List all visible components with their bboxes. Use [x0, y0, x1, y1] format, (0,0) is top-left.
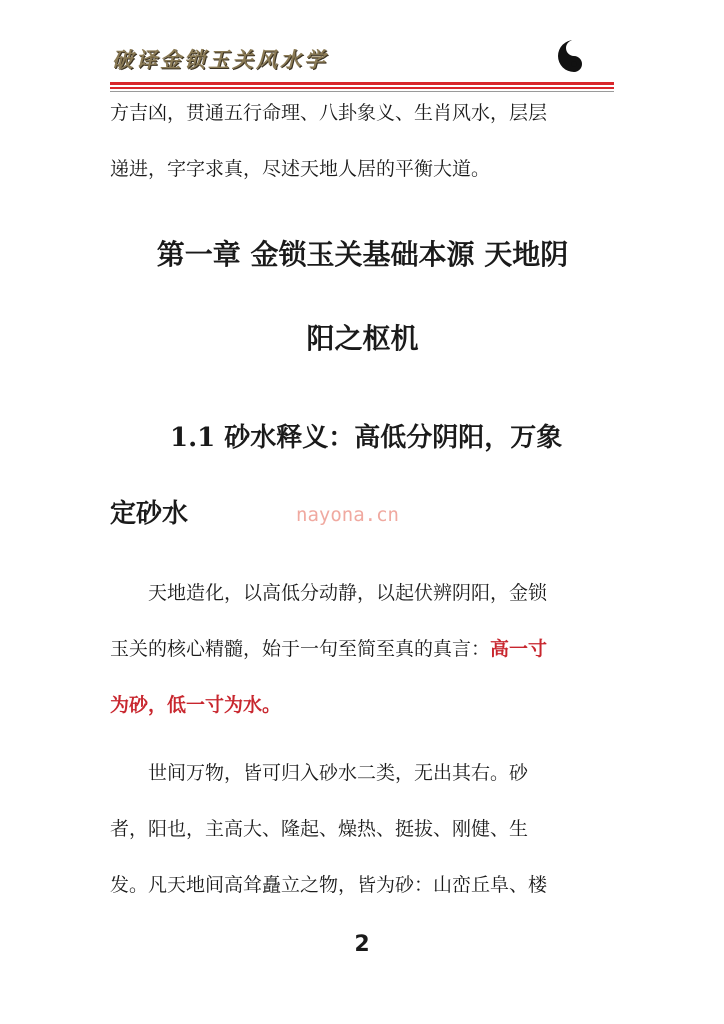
- highlighted-maxim: 高一寸: [490, 638, 548, 660]
- body-line: 者，阳也，主高大、隆起、燥热、挺拔、刚健、生: [110, 818, 529, 840]
- header-rule-middle: [110, 87, 614, 89]
- body-line: [110, 640, 615, 659]
- watermark: nayona.cn: [296, 504, 399, 526]
- section-heading-line2: 定砂水: [110, 499, 189, 529]
- section-heading-line1: 1.1 砂水释义：高低分阴阳，万象: [170, 423, 563, 453]
- chapter-heading-line2: 阳之枢机: [306, 322, 419, 355]
- header-rule-top: [110, 82, 614, 85]
- body-text: 玉关的核心精髓，始于一句至简至真的真言：: [110, 638, 491, 660]
- body-line: 天地造化，以高低分动静，以起伏辨阴阳，金锁: [148, 582, 548, 604]
- highlighted-maxim-line: 为砂，低一寸为水。: [110, 694, 282, 716]
- header-rule-bottom: [110, 91, 614, 92]
- chapter-heading-line1: 第一章 金锁玉关基础本源 天地阴: [156, 238, 569, 271]
- book-title: 破译金锁玉关风水学: [112, 47, 328, 72]
- body-line: 发。凡天地间高耸矗立之物，皆为砂：山峦丘阜、楼: [110, 874, 548, 896]
- body-line: 世间万物，皆可归入砂水二类，无出其右。砂: [148, 762, 529, 784]
- page-number: 2: [354, 932, 370, 957]
- yin-yang-icon: [554, 36, 594, 76]
- body-line: 递进，字字求真，尽述天地人居的平衡大道。: [110, 158, 491, 180]
- body-line: 方吉凶，贯通五行命理、八卦象义、生肖风水，层层: [110, 102, 548, 124]
